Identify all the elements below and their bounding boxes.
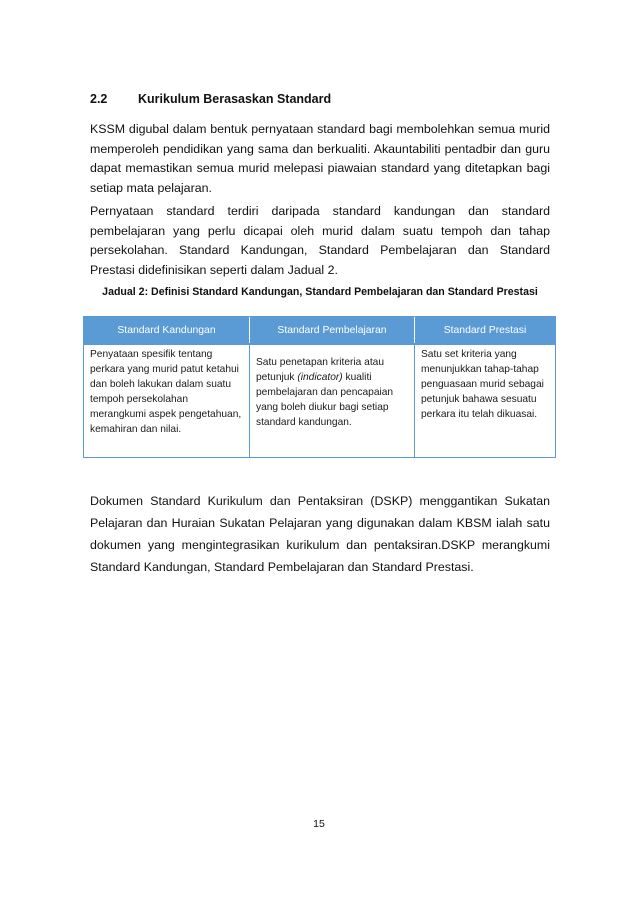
table-header-row: [84, 317, 555, 343]
cell-pembelajaran-text-end: kualiti pembelajaran dan pencapaian yang boleh diukur bagi setiap standard kandungan.: [256, 372, 394, 428]
header-standard-kandungan: Standard Kandungan: [84, 317, 250, 343]
table-row: [84, 343, 555, 457]
definition-table: [83, 316, 556, 458]
cell-prestasi-definition: Satu set kriteria yang menunjukkan tahap-tahap penguasaan murid sebagai petunjuk bahawa sesuatu perkara itu telah dikuasai.: [421, 349, 544, 420]
table-caption: Jadual 2: Definisi Standard Kandungan, Standard Pembelajaran dan Standard Prestasi: [102, 286, 538, 298]
header-standard-pembelajaran: Standard Pembelajaran: [250, 317, 415, 343]
paragraph-dskp: Dokumen Standard Kurikulum dan Pentaksiran (DSKP) menggantikan Sukatan Pelajaran dan Huraian Sukatan Pelajaran yang digunakan dalam KBSM ialah satu dokumen yang mengintegrasikan kurikulum dan pentaksiran.DSKP merangkumi Standard Kandungan, Standard Pembelajaran dan Standard Prestasi.: [90, 494, 550, 574]
section-number: 2.2: [90, 92, 108, 106]
cell-kandungan-definition: Penyataan spesifik tentang perkara yang murid patut ketahui dan boleh lakukan dalam suatu tempoh persekolahan merangkumi aspek pengetahuan, kemahiran dan nilai.: [84, 345, 250, 457]
cell-pembelajaran-indicator: (indicator): [297, 372, 343, 383]
paragraph-pernyataan-standard: Pernyataan standard terdiri daripada standard kandungan dan standard pembelajaran yang perlu dicapai oleh murid dalam suatu tempoh dan tahap persekolahan. Standard Kandungan, Standard Pembelajaran dan Standard Prestasi didefinisikan seperti dalam Jadual 2.: [90, 204, 550, 277]
cell-pembelajaran-text-start: Satu penetapan kriteria atau petunjuk: [256, 357, 385, 383]
paragraph-kssm: KSSM digubal dalam bentuk pernyataan standard bagi membolehkan semua murid memperoleh pendidikan yang sama dan berkualiti. Akauntabiliti pentadbir dan guru dapat memastikan semua murid melepasi piawaian standard yang ditetapkan bagi setiap mata pelajaran.: [90, 122, 550, 195]
header-standard-prestasi: Standard Prestasi: [443, 324, 527, 336]
page-number: 15: [313, 818, 325, 830]
section-title: Kurikulum Berasaskan Standard: [138, 92, 332, 106]
section-heading: [90, 92, 550, 106]
cell-pembelajaran-definition: [250, 345, 415, 457]
